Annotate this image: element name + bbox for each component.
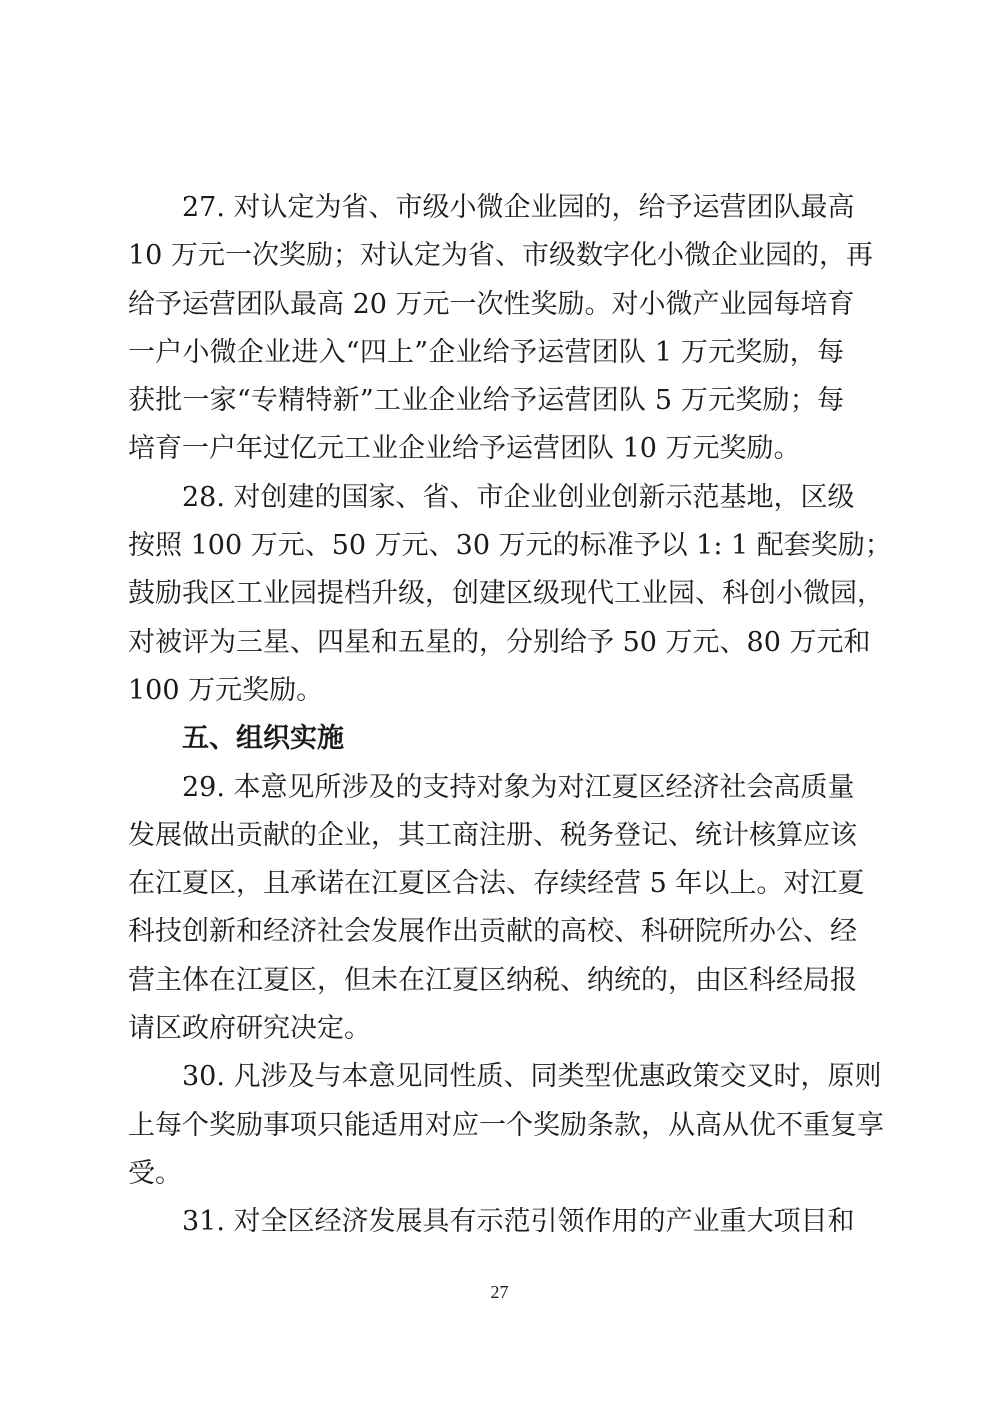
paragraph-line: 29. 本意见所涉及的支持对象为对江夏区经济社会高质量 bbox=[182, 771, 855, 803]
paragraph-line: 鼓励我区工业园提档升级，创建区级现代工业园、科创小微园， bbox=[128, 578, 884, 610]
paragraph-line: 对被评为三星、四星和五星的，分别给予 50 万元、80 万元和 bbox=[128, 626, 871, 658]
paragraph-30 bbox=[128, 1053, 884, 1198]
paragraph-line: 按照 100 万元、50 万元、30 万元的标准予以 1: 1 配套奖励； bbox=[128, 530, 892, 562]
paragraph-line: 发展做出贡献的企业，其工商注册、税务登记、统计核算应该 bbox=[128, 819, 857, 851]
paragraph-line: 28. 对创建的国家、省、市企业创业创新示范基地，区级 bbox=[182, 481, 855, 513]
paragraph-line: 营主体在江夏区，但未在江夏区纳税、纳统的，由区科经局报 bbox=[128, 964, 857, 996]
paragraph-line: 上每个奖励事项只能适用对应一个奖励条款，从高从优不重复享 bbox=[128, 1109, 884, 1141]
paragraph-line: 在江夏区，且承诺在江夏区合法、存续经营 5 年以上。对江夏 bbox=[128, 868, 865, 900]
section-heading: 五、组织实施 bbox=[182, 723, 344, 755]
paragraph-31 bbox=[128, 1198, 855, 1246]
paragraph-line: 给予运营团队最高 20 万元一次性奖励。对小微产业园每培育 bbox=[128, 288, 855, 320]
paragraph-line: 受。 bbox=[128, 1157, 182, 1189]
paragraph-line: 100 万元奖励。 bbox=[128, 674, 324, 706]
paragraph-line: 30. 凡涉及与本意见同性质、同类型优惠政策交叉时，原则 bbox=[182, 1061, 882, 1093]
paragraph-line: 31. 对全区经济发展具有示范引领作用的产业重大项目和 bbox=[182, 1206, 855, 1238]
paragraph-line: 10 万元一次奖励；对认定为省、市级数字化小微企业园的，再 bbox=[128, 240, 873, 272]
paragraph-28 bbox=[128, 474, 892, 715]
paragraph-line: 请区政府研究决定。 bbox=[128, 1013, 371, 1045]
page-number: 27 bbox=[490, 1282, 509, 1302]
paragraph-29 bbox=[128, 764, 865, 1054]
paragraph-line: 27. 对认定为省、市级小微企业园的，给予运营团队最高 bbox=[182, 192, 855, 223]
paragraph-line: 获批一家“专精特新”工业企业给予运营团队 5 万元奖励；每 bbox=[128, 385, 844, 417]
document-body bbox=[128, 184, 892, 1247]
paragraph-line: 培育一户年过亿元工业企业给予运营团队 10 万元奖励。 bbox=[128, 433, 801, 465]
paragraph-line: 科技创新和经济社会发展作出贡献的高校、科研院所办公、经 bbox=[128, 916, 857, 948]
paragraph-line: 一户小微企业进入“四上”企业给予运营团队 1 万元奖励，每 bbox=[128, 336, 844, 368]
paragraph-27 bbox=[128, 184, 873, 474]
